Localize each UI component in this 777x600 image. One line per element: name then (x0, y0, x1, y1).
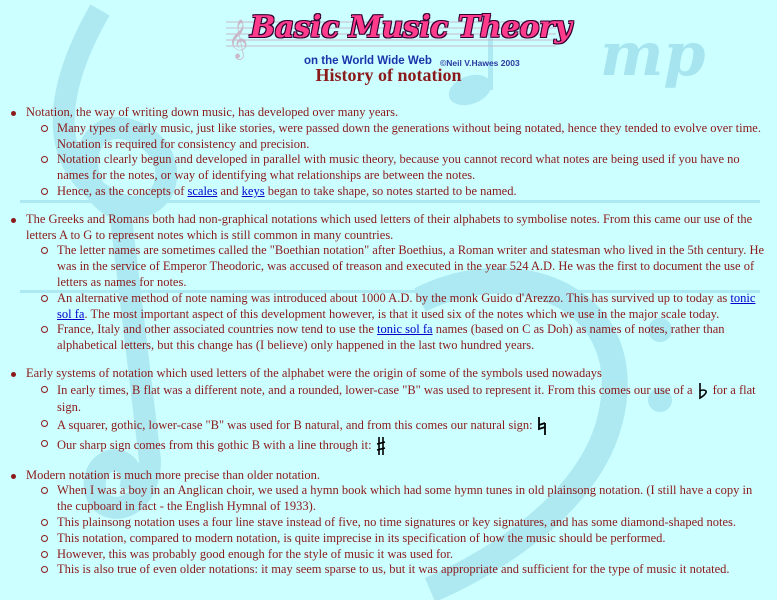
list-item-text: Hence, as the concepts of (57, 183, 188, 198)
copyright-notice: ©Neil V.Hawes 2003 (440, 58, 520, 68)
list-item-text: This is also true of even older notations: it may seem sparse to us, but it was appropriate and sufficient for the type of music it notated. (57, 562, 730, 577)
keys-link[interactable]: keys (241, 183, 265, 198)
section-text: The Greeks and Romans both had non-graphical notations which used letters of their alphabets to symbolise notes. From this came our use of the letters A to G to represent notes which is still common in many countries. (26, 211, 753, 242)
sub-list (26, 243, 773, 354)
svg-text:mp: mp (600, 20, 706, 90)
list-item (26, 547, 773, 563)
list-item-text: . The most important aspect of this development however, is that it used six of the notes which we use in the major scale today. (84, 306, 720, 321)
list-item (26, 436, 773, 456)
list-item (26, 416, 773, 436)
list-item (26, 121, 773, 153)
list-item-text: A squarer, gothic, lower-case "B" was used for B natural, and from this comes our natural sign: (57, 417, 533, 432)
section-text: Early systems of notation which used letters of the alphabet were the origin of some of the symbols used nowadays (26, 365, 602, 380)
sub-list (26, 483, 773, 578)
section-symbol-origins (0, 366, 777, 456)
section-text: Modern notation is much more precise than older notation. (26, 467, 321, 482)
list-item-text: In early times, B flat was a different note, and a rounded, lower-case "B" was used to represent it. From this comes our use of a (57, 382, 693, 397)
list-item-text: This notation, compared to modern notation, is quite imprecise in its specification of how the music should be performed. (57, 530, 666, 545)
list-item-text: Notation clearly begun and developed in parallel with music theory, because you cannot record what notes are being used if you have no names for the notes, or way of identifying what relationships are between the notes. (57, 152, 740, 183)
tonic-sol-fa-link[interactable]: tonic sol fa (377, 322, 433, 337)
list-item-text: However, this was probably good enough for the style of music it was used for. (57, 546, 453, 561)
scales-link[interactable]: scales (187, 183, 218, 198)
list-item (26, 483, 773, 515)
list-item (26, 515, 773, 531)
list-item-text: began to take shape, so notes started to be named. (264, 183, 517, 198)
list-item-text: The letter names are sometimes called the "Boethian notation" after Boethius, a Roman writer and statesman who lived in the 5th century. He was in the service of Emperor Theodoric, was accused of treason and executed in the year 524 A.D. He was the first to document the use of letters as names for notes. (57, 243, 765, 289)
sub-list (26, 382, 773, 456)
list-item (26, 291, 773, 323)
svg-text:𝄞: 𝄞 (228, 19, 249, 59)
list-item (26, 152, 773, 184)
tonic-sol-fa-link[interactable]: tonic sol fa (57, 290, 756, 321)
site-logo-title: Basic Music Theory (250, 10, 572, 45)
list-item-text: When I was a boy in an Anglican choir, we used a hymn book which had some hymn tunes in old plainsong notation. (I still have a copy in the cupboard in fact - the English Hymnal of 1933). (57, 483, 753, 514)
list-item (26, 531, 773, 547)
list-item-text: This plainsong notation uses a four line stave instead of five, no time signatures or key signatures, and has some diamond-shaped notes. (57, 514, 737, 529)
natural-icon (537, 416, 547, 436)
list-item-text: Many types of early music, just like stories, were passed down the generations without being notated, hence they tended to evolve over time. Notation is required for consistency and precision. (57, 120, 761, 151)
sharp-icon (376, 436, 386, 456)
section-notation-development (0, 105, 777, 200)
list-item-text: An alternative method of note naming was introduced about 1000 A.D. by the monk Guido d'Arezzo. This has survived up to today as (57, 290, 731, 305)
list-item-text: names (based on C as Doh) as names of notes, rather than alphabetical letters, but this change has (I believe) only happened in the last two hundred years. (57, 322, 725, 353)
list-item (26, 322, 773, 354)
list-item (26, 382, 773, 416)
list-item-text: Our sharp sign comes from this gothic B with a line through it: (57, 437, 372, 452)
list-item-text: for a flat sign. (57, 382, 756, 414)
sub-list (26, 121, 773, 200)
list-item (26, 562, 773, 578)
site-logo-subtitle: on the World Wide Web (304, 55, 432, 67)
site-header (226, 8, 572, 70)
list-item (26, 184, 773, 200)
section-modern-notation (0, 468, 777, 579)
section-text: Notation, the way of writing down music, has developed over many years. (26, 105, 399, 119)
list-item-text: and (217, 183, 242, 198)
list-item-text: France, Italy and other associated countries now tend to use the (57, 322, 378, 337)
page-title: History of notation (315, 65, 462, 85)
notation-history-list (0, 105, 777, 578)
section-greek-roman (0, 212, 777, 354)
list-item (26, 243, 773, 290)
flat-icon (697, 382, 709, 400)
